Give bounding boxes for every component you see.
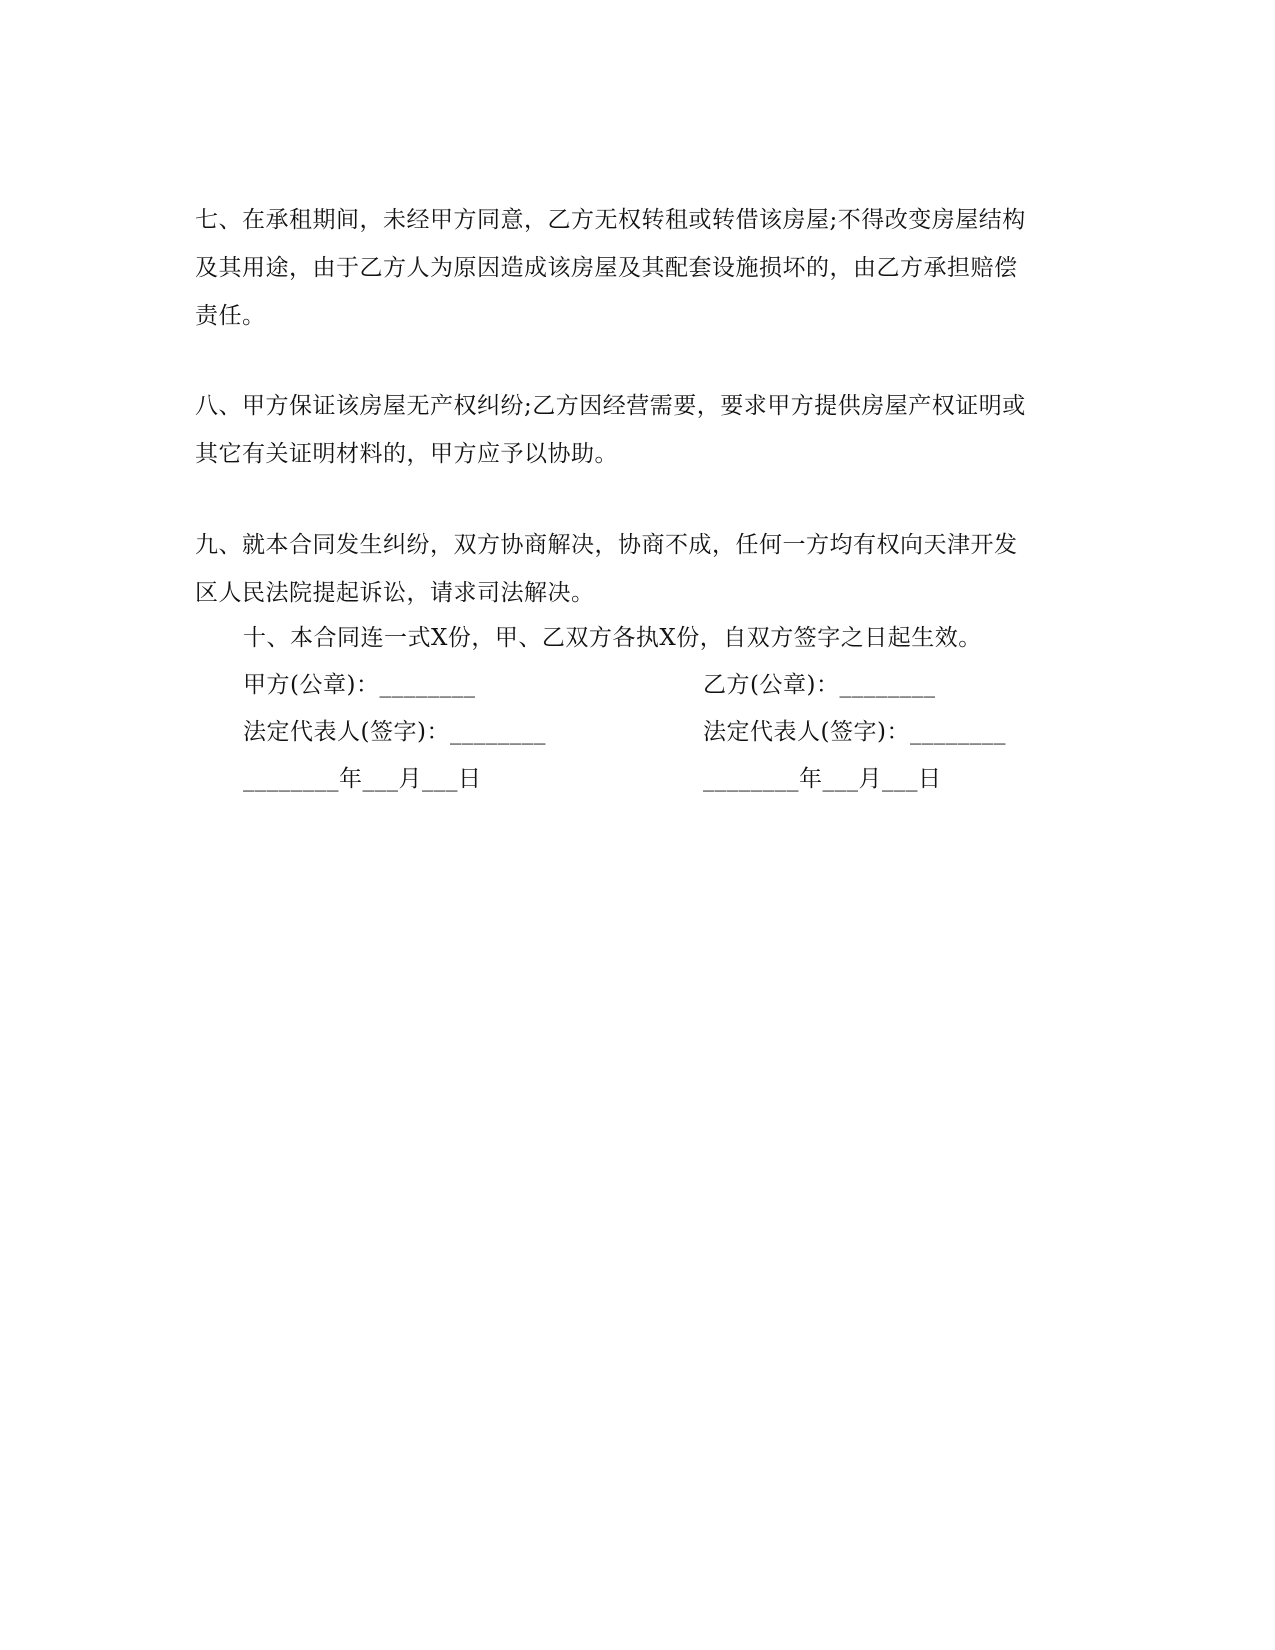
party-a-seal-line: 甲方(公章)：________ xyxy=(243,672,476,698)
clause-seven xyxy=(195,196,1085,340)
party-b-representative-line: 法定代表人(签字)：________ xyxy=(703,719,1006,745)
party-b-seal-line: 乙方(公章)：________ xyxy=(703,672,936,698)
clause-eight-line-2: 其它有关证明材料的，甲方应予以协助。 xyxy=(195,441,618,467)
clause-nine-line-2: 区人民法院提起诉讼，请求司法解决。 xyxy=(195,580,595,606)
clause-eight xyxy=(195,382,1085,478)
party-b-date-line: ________年___月___日 xyxy=(703,766,942,792)
party-a-date-line: ________年___月___日 xyxy=(243,766,482,792)
party-a-representative-line: 法定代表人(签字)：________ xyxy=(243,719,546,745)
clause-eight-line-1: 八、甲方保证该房屋无产权纠纷;乙方因经营需要，要求甲方提供房屋产权证明或 xyxy=(195,393,1026,419)
clause-seven-line-3: 责任。 xyxy=(195,303,266,329)
clause-nine xyxy=(195,521,1085,617)
clause-seven-line-2: 及其用途，由于乙方人为原因造成该房屋及其配套设施损坏的，由乙方承担赔偿 xyxy=(195,255,1018,281)
clause-ten: 十、本合同连一式X份，甲、乙双方各执X份，自双方签字之日起生效。 xyxy=(243,625,982,651)
clause-nine-line-1: 九、就本合同发生纠纷，双方协商解决，协商不成，任何一方均有权向天津开发 xyxy=(195,532,1018,558)
clause-seven-line-1: 七、在承租期间，未经甲方同意，乙方无权转租或转借该房屋;不得改变房屋结构 xyxy=(195,207,1026,233)
